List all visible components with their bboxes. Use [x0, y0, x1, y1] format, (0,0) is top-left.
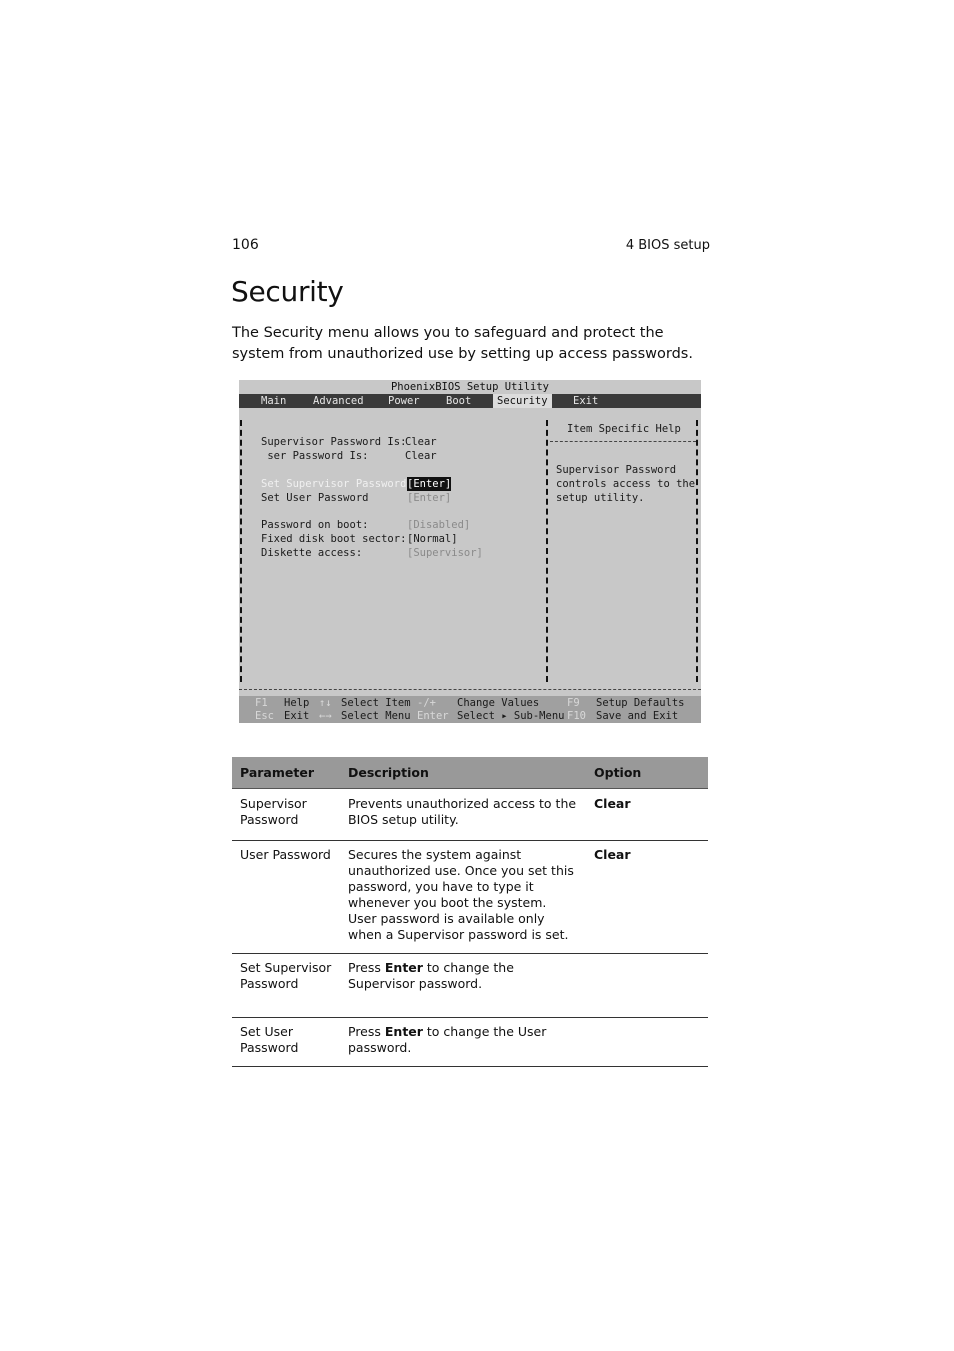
cell-option: Clear — [586, 789, 708, 841]
arrow-updown-icon: ↑↓ — [319, 697, 332, 709]
bios-set-user-label[interactable]: Set User Password — [261, 492, 369, 504]
key-enter: Enter — [417, 710, 449, 722]
bios-menu-power[interactable]: Power — [388, 395, 420, 407]
bios-field-value[interactable]: [Disabled] — [407, 519, 471, 531]
bios-title: PhoenixBIOS Setup Utility — [390, 381, 550, 393]
chapter-label: 4 BIOS setup — [625, 238, 710, 253]
cell-parameter: User Password — [232, 841, 340, 954]
intro-paragraph: The Security menu allows you to safeguard and protect the system from unauthorized use by setting up access passwords. — [232, 325, 693, 362]
help-title: Item Specific Help — [567, 423, 681, 435]
table-row — [232, 789, 708, 841]
bios-menu-exit[interactable]: Exit — [573, 395, 599, 407]
cell-parameter: Supervisor Password — [232, 789, 340, 841]
bios-field-label: Diskette access: — [261, 547, 363, 559]
table-row — [232, 954, 708, 1018]
arrow-leftright-icon: ←→ — [319, 710, 332, 722]
bios-field-value: Clear — [405, 450, 437, 462]
bios-field-value: Clear — [405, 436, 437, 448]
help-text-line: controls access to the — [556, 478, 696, 490]
page-number: 106 — [232, 237, 259, 253]
key-action: Select Menu — [341, 710, 411, 722]
cell-description: Press Enter to change the User password. — [340, 1018, 586, 1067]
header-description: Description — [340, 757, 586, 789]
help-text-line: Supervisor Password — [556, 464, 677, 476]
key-action: Setup Defaults — [596, 697, 685, 709]
bios-screenshot — [239, 380, 701, 723]
table-row — [232, 1018, 708, 1067]
bios-menu-security[interactable]: Security — [493, 394, 552, 408]
key-action: Save and Exit — [596, 710, 679, 722]
cell-option — [586, 1018, 708, 1067]
key-plusminus: -/+ — [417, 697, 436, 709]
bios-right-border — [696, 420, 700, 682]
section-title: Security — [231, 275, 344, 308]
key-f9: F9 — [567, 697, 580, 709]
key-f10: F10 — [567, 710, 586, 722]
bios-field-value[interactable]: [Normal] — [407, 533, 458, 545]
bios-footer — [239, 696, 701, 723]
key-esc: Esc — [255, 710, 274, 722]
cell-parameter: Set Supervisor Password — [232, 954, 340, 1018]
cell-description: Press Enter to change the Supervisor password. — [340, 954, 586, 1018]
header-parameter: Parameter — [232, 757, 340, 789]
cell-parameter: Set User Password — [232, 1018, 340, 1067]
bios-left-border — [240, 420, 244, 682]
key-action: Exit — [284, 710, 310, 722]
help-separator — [550, 441, 696, 442]
bios-field-label: Password on boot: — [261, 519, 369, 531]
key-f1: F1 — [255, 697, 268, 709]
bios-menu-advanced[interactable]: Advanced — [313, 395, 364, 407]
parameter-table — [232, 757, 708, 1067]
table-row — [232, 841, 708, 954]
key-action: Help — [284, 697, 310, 709]
header-option: Option — [586, 757, 708, 789]
bios-set-user-enter[interactable]: [Enter] — [407, 492, 452, 504]
bios-menubar — [239, 394, 701, 408]
key-action: Select ▸ Sub-Menu — [457, 710, 565, 722]
cell-option: Clear — [586, 841, 708, 954]
bios-field-label: ser Password Is: — [261, 450, 369, 462]
cell-option — [586, 954, 708, 1018]
cell-description: Secures the system against unauthorized use. Once you set this password, you have to type it whenever you boot the system. User password is available only when a Supervisor password is set. — [340, 841, 586, 954]
cell-description: Prevents unauthorized access to the BIOS setup utility. — [340, 789, 586, 841]
bios-field-value[interactable]: [Supervisor] — [407, 547, 483, 559]
help-text-line: setup utility. — [556, 492, 645, 504]
footer-separator — [239, 689, 701, 690]
bios-set-supervisor-enter[interactable]: [Enter] — [407, 478, 452, 490]
bios-divider — [546, 420, 550, 682]
bios-menu-boot[interactable]: Boot — [446, 395, 472, 407]
bios-field-label: Fixed disk boot sector: — [261, 533, 407, 545]
key-action: Change Values — [457, 697, 540, 709]
key-action: Select Item — [341, 697, 411, 709]
bios-set-supervisor-label[interactable]: Set Supervisor Password — [261, 478, 407, 490]
bios-field-label: Supervisor Password Is: — [261, 436, 407, 448]
table-header-row — [232, 757, 708, 789]
bios-menu-main[interactable]: Main — [261, 395, 287, 407]
